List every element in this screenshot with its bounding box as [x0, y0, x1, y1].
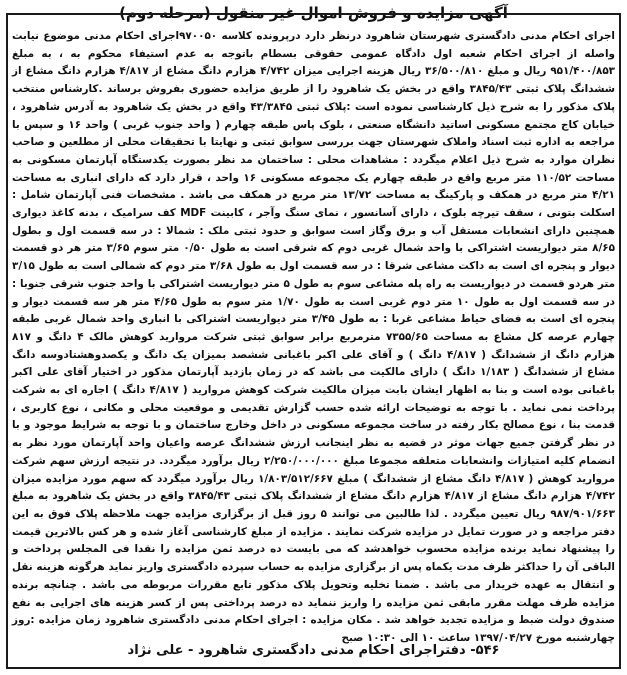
- notice-footer: ۵۴۶- دفتراجرای احکام مدنی دادگستری شاهرود - علی نژاد: [127, 643, 500, 658]
- notice-body: اجرای احکام مدنی دادگستری شهرستان شاهرود درنظر دارد درپرونده کلاسه ۹۷۰۰۵۰اجرای احکام مدنی موضوع نیابت واصله از اجرای احکام شعبه اول دادگاه عمومی حقوقی بسطام باتوجه به عدم استیفاء محکوم به ، به مبلغ ۹۵۱/۴۰۰/۸۵۳ ریال و مبلغ ۳۶/۵۰۰/۸۱۰ ریال هزینه اجرایی میزان ۴/۷۴۲ هزارم دانگ مشاع از ۴/۸۱۷ هزارم دانگ مشاع از ششدانگ پلاک ثبتی ۳۸۴۵/۴۳ واقع در بخش یک شاهرود را از طریق مزایده حضوری بفروش برساند .کارشناس منتخب پلاک مذکور را به شرح ذیل کارشناسی نموده است :پلاک ثبتی ۴۳/۳۸۴۵ واقع در بخش یک شاهرود به آدرس شاهرود ، خیابان کاج مجتمع مسکونی اساتید دانشگاه صنعتی ، بلوک پاس طبقه چهارم ( واحد جنوب غربی ) واحد ۱۶ و سپس با مراجعه به اداره ثبت اسناد واملاک شهرستان جهت بررسی سوابق ثبتی و نهایتا با تحقیقات محلی از مطلعین و صاحب نظران موارد به شرح ذیل اعلام میگردد : مشاهدات محلی : ساختمان مد نظر بصورت یکدستگاه آپارتمان مسکونی به مساحت ۱۱۰/۵۲ متر مربع واقع در طبقه چهارم یک مجموعه مسکونی ۱۶ واحد ، قرار دارد که دارای انباری به مساحت ۴/۲۱ متر مربع در همکف و پارکینگ به مساحت ۱۳/۷۲ متر مربع در همکف می باشد . مشخصات فنی آپارتمان شامل : اسکلت بتونی ، سقف تیرچه بلوک ، دارای آسانسور ، نمای سنگ وآجر ، کابینت MDF کف سرامیک ، بدنه کاغذ دیواری همچنین دارای انشعابات مستقل آب و برق وگاز است سوابق و حدود ثبتی ملک : شمالا : در سه قسمت اول و بطول ۸/۶۵ متر دیواریست اشتراکی با واحد شمال غربی دوم که شرقی است به طول ۰/۵۰ متر سوم ۳/۶۵ متر هر دو قسمت دیوار و پنجره ای است به داکت مشاعی شرقا : در سه قسمت اول به طول ۳/۶۸ متر دوم که شمالی است به طول ۳/۱۵ متر هردو قسمت در دیواریست به راه پله مشاعی سوم به طول ۵ متر دیواریست اشتراکی با واحد جنوب شرقی جنوبا : در سه قسمت اول به طول ۱۰ متر دوم غربی است به طول ۱/۷۰ متر سوم به طول ۴/۶۵ متر هر سه قسمت دیوار و پنجره ای است به فضای حیاط مشاعی غربا : به طول ۳/۴۵ متر دیواریست اشتراکی با انباری واحد شمال غربی طبقه چهارم عرصه کل مشاع به مساحت ۷۳۵۵/۶۵ مترمربع برابر سوابق ثبتی شرکت مروارید کوهش مالک ۴ دانگ و ۸۱۷ هزارم دانگ از ششدانگ ( ۴/۸۱۷ دانگ ) و آقای علی اکبر باغبانی ششصد بمیزان یک دانگ و یکصدوهشتادوسه دانگ مشاع از ششدانگ ( ۱/۱۸۳ دانگ ) دارای مالکیت می باشد که در زمان بازدید آپارتمان مذکور در اختیار آقای علی اکبر باغبانی بوده است و بنا به اظهار ایشان بابت میزان مالکیت شرکت کوهش مروارید ( ۴/۸۱۷ دانگ ) اجاره ای به شرکت پرداخت نمی نماید . با توجه به توضیحات ارائه شده حسب گزارش تقدیمی و موقعیت محلی و مکانی ، نوع کاربری ، قدمت بنا ، نوع مصالح بکار رفته در ساخت مجموعه مسکونی در داخل وخارج ساختمان و با توجه به شرایط موجود و با در نظر گرفتن جمیع جهات موثر در قضیه به نظر اینجانب ارزش ششدانگ عرصه واعیان واحد آپارتمان مورد نظر به انضمام کلیه امتیازات وانشعابات متعلقه مجموعا مبلغ ۲/۲۵۰/۰۰۰/۰۰۰ ریال برآورد میگردد. در نتیجه ارزش سهم شرکت مروارید کوهش ( ۴/۸۱۷ دانگ مشاع از ششدانگ ) مبلغ ۱/۸۰۳/۵۱۲/۶۶۷ ریال برآورد میگردد که سهم مورد مزایده میزان ۴/۷۴۲ هزارم دانگ مشاع از ۴/۸۱۷ هزارم دانگ مشاع از ششدانگ پلاک ثبتی ۳۸۴۵/۴۳ واقع در بخش یک شاهرود به مبلغ ۹۸۷/۹۰۱/۶۶۳ ریال تعیین میگردد . لذا طالبین می توانند ۵ روز قبل از برگزاری مزایده جهت ملاحظه پلاک فوق به این دفتر مراجعه و در صورت تمایل در مزایده شرکت نمایند . مزایده از مبلغ کارشناسی آغاز شده و هر کس بالاترین قیمت را پیشنهاد نماید برنده مزایده محسوب خواهدشد که می بایست ده درصد ثمن مزایده را نقدا فی المجلس پرداخت و الباقی آن را حداکثر ظرف مدت یکماه پس از برگزاری مزایده به حساب سپرده دادگستری واریز نماید هرگونه هزینه نقل و انتقال به عهده خریدار می باشد . ضمنا تخلیه وتحویل پلاک مذکور تابع مقررات مربوطه می باشد . چنانچه برنده مزایده ظرف مهلت مقرر مابقی ثمن مزایده را واریز ننماید ده درصد پرداختی پس از کسر هزینه های اجرایی به نفع صندوق دولت ضبط و مزایده تجدید خواهد شد . مکان مزایده : اجرای احکام مدنی دادگستری شاهرود زمان مزایده :روز چهارشنبه مورخ ۱۳۹۷/۰۴/۲۷ ساعت ۱۰ الی ۱۰:۳۰ صبح: [12, 30, 616, 644]
- notice-title: آگهی مزایده و فروش اموال غیر منقول (مرحله دوم): [119, 4, 508, 22]
